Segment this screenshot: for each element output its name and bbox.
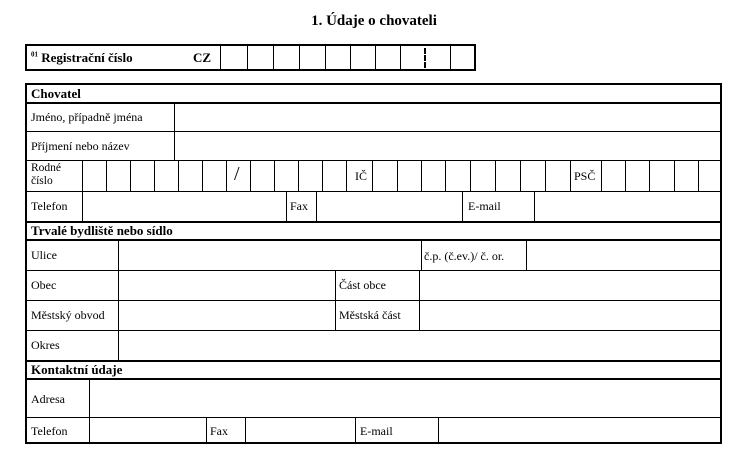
- contact-address-field[interactable]: [90, 380, 720, 417]
- contact-email-field[interactable]: [439, 418, 720, 442]
- surname-field[interactable]: [175, 132, 720, 160]
- psc-cells[interactable]: [602, 161, 720, 191]
- cell-separator: [495, 161, 496, 191]
- section-residence: Trvalé bydliště nebo sídlo: [31, 223, 173, 238]
- registration-cell-separator: [350, 46, 351, 69]
- street-field[interactable]: [119, 241, 421, 270]
- town-field[interactable]: [119, 271, 335, 300]
- registration-cell-separator: [273, 46, 274, 69]
- birth-number-cells[interactable]: [83, 161, 345, 191]
- contact-fax-field[interactable]: [246, 418, 355, 442]
- house-number-label: č.p. (č.ev.)/ č. or.: [424, 249, 505, 263]
- contact-phone-field[interactable]: [90, 418, 206, 442]
- county-field[interactable]: [119, 331, 720, 360]
- registration-cell-separator: [299, 46, 300, 69]
- cell-separator: [82, 161, 83, 191]
- birth-number-label-line1: Rodné: [31, 162, 62, 174]
- section-contact: Kontaktní údaje: [31, 362, 123, 377]
- section-rule: [27, 360, 720, 362]
- town-label: Obec: [31, 278, 57, 292]
- cell-separator: [625, 161, 626, 191]
- ic-cells[interactable]: [373, 161, 570, 191]
- cell-separator: [130, 161, 131, 191]
- street-label: Ulice: [31, 248, 57, 262]
- row-divider: [462, 192, 463, 221]
- cell-separator: [520, 161, 521, 191]
- row-divider: [421, 241, 422, 270]
- cell-separator: [274, 161, 275, 191]
- cell-separator: [322, 161, 323, 191]
- row-divider: [355, 418, 356, 442]
- cell-separator: [202, 161, 203, 191]
- registration-label-text: Registrační číslo: [41, 50, 133, 65]
- main-form: [25, 83, 722, 444]
- birth-number-label-line2: číslo: [31, 175, 53, 187]
- city-part-label: Městská část: [339, 308, 401, 322]
- breeder-email-field[interactable]: [535, 192, 720, 221]
- registration-digit-cells[interactable]: [221, 46, 474, 69]
- row-divider: [286, 192, 287, 221]
- registration-cell-separator: [325, 46, 326, 69]
- ic-label: IČ: [355, 169, 367, 183]
- house-number-field[interactable]: [527, 241, 720, 270]
- row-divider: [206, 418, 207, 442]
- cell-separator: [698, 161, 699, 191]
- breeder-phone-field[interactable]: [83, 192, 286, 221]
- registration-cell-separator: [247, 46, 248, 69]
- cell-separator: [106, 161, 107, 191]
- cell-separator: [649, 161, 650, 191]
- section-breeder: Chovatel: [31, 86, 81, 101]
- form-title: 1. Údaje o chovateli: [311, 13, 437, 29]
- town-part-field[interactable]: [420, 271, 720, 300]
- contact-address-label: Adresa: [31, 392, 65, 406]
- cell-separator: [397, 161, 398, 191]
- registration-cell-separator: [400, 46, 401, 69]
- cell-separator: [226, 161, 227, 191]
- name-label: Jméno, případně jména: [31, 110, 143, 124]
- registration-cell-separator: [375, 46, 376, 69]
- name-field[interactable]: [175, 104, 720, 131]
- registration-number-box: [25, 44, 476, 71]
- registration-cell-separator: [450, 46, 451, 69]
- cell-separator: [674, 161, 675, 191]
- birth-number-label: [31, 162, 61, 188]
- cell-separator: [178, 161, 179, 191]
- surname-label: Příjmení nebo název: [31, 139, 130, 153]
- cell-separator: [421, 161, 422, 191]
- city-district-label: Městský obvod: [31, 308, 105, 322]
- birth-number-slash: /: [234, 163, 240, 185]
- cell-separator: [154, 161, 155, 191]
- breeder-phone-label: Telefon: [31, 199, 68, 213]
- row-divider: [335, 301, 336, 330]
- registration-dashed-separator: [424, 48, 426, 68]
- cell-separator: [470, 161, 471, 191]
- contact-email-label: E-mail: [360, 424, 393, 438]
- psc-label: PSČ: [574, 169, 596, 183]
- contact-phone-label: Telefon: [31, 424, 68, 438]
- breeder-fax-label: Fax: [290, 199, 308, 213]
- county-label: Okres: [31, 338, 60, 352]
- contact-fax-label: Fax: [210, 424, 228, 438]
- city-part-field[interactable]: [420, 301, 720, 330]
- cell-separator: [250, 161, 251, 191]
- cell-separator: [570, 161, 571, 191]
- city-district-field[interactable]: [119, 301, 335, 330]
- cell-separator: [445, 161, 446, 191]
- breeder-fax-field[interactable]: [317, 192, 462, 221]
- cell-separator: [545, 161, 546, 191]
- row-divider: [335, 271, 336, 300]
- cell-separator: [346, 161, 347, 191]
- cell-separator: [298, 161, 299, 191]
- registration-superscript: 01: [31, 50, 38, 59]
- breeder-email-label: E-mail: [468, 199, 501, 213]
- registration-label: [31, 50, 133, 66]
- registration-country: CZ: [193, 50, 212, 65]
- town-part-label: Část obce: [339, 278, 386, 292]
